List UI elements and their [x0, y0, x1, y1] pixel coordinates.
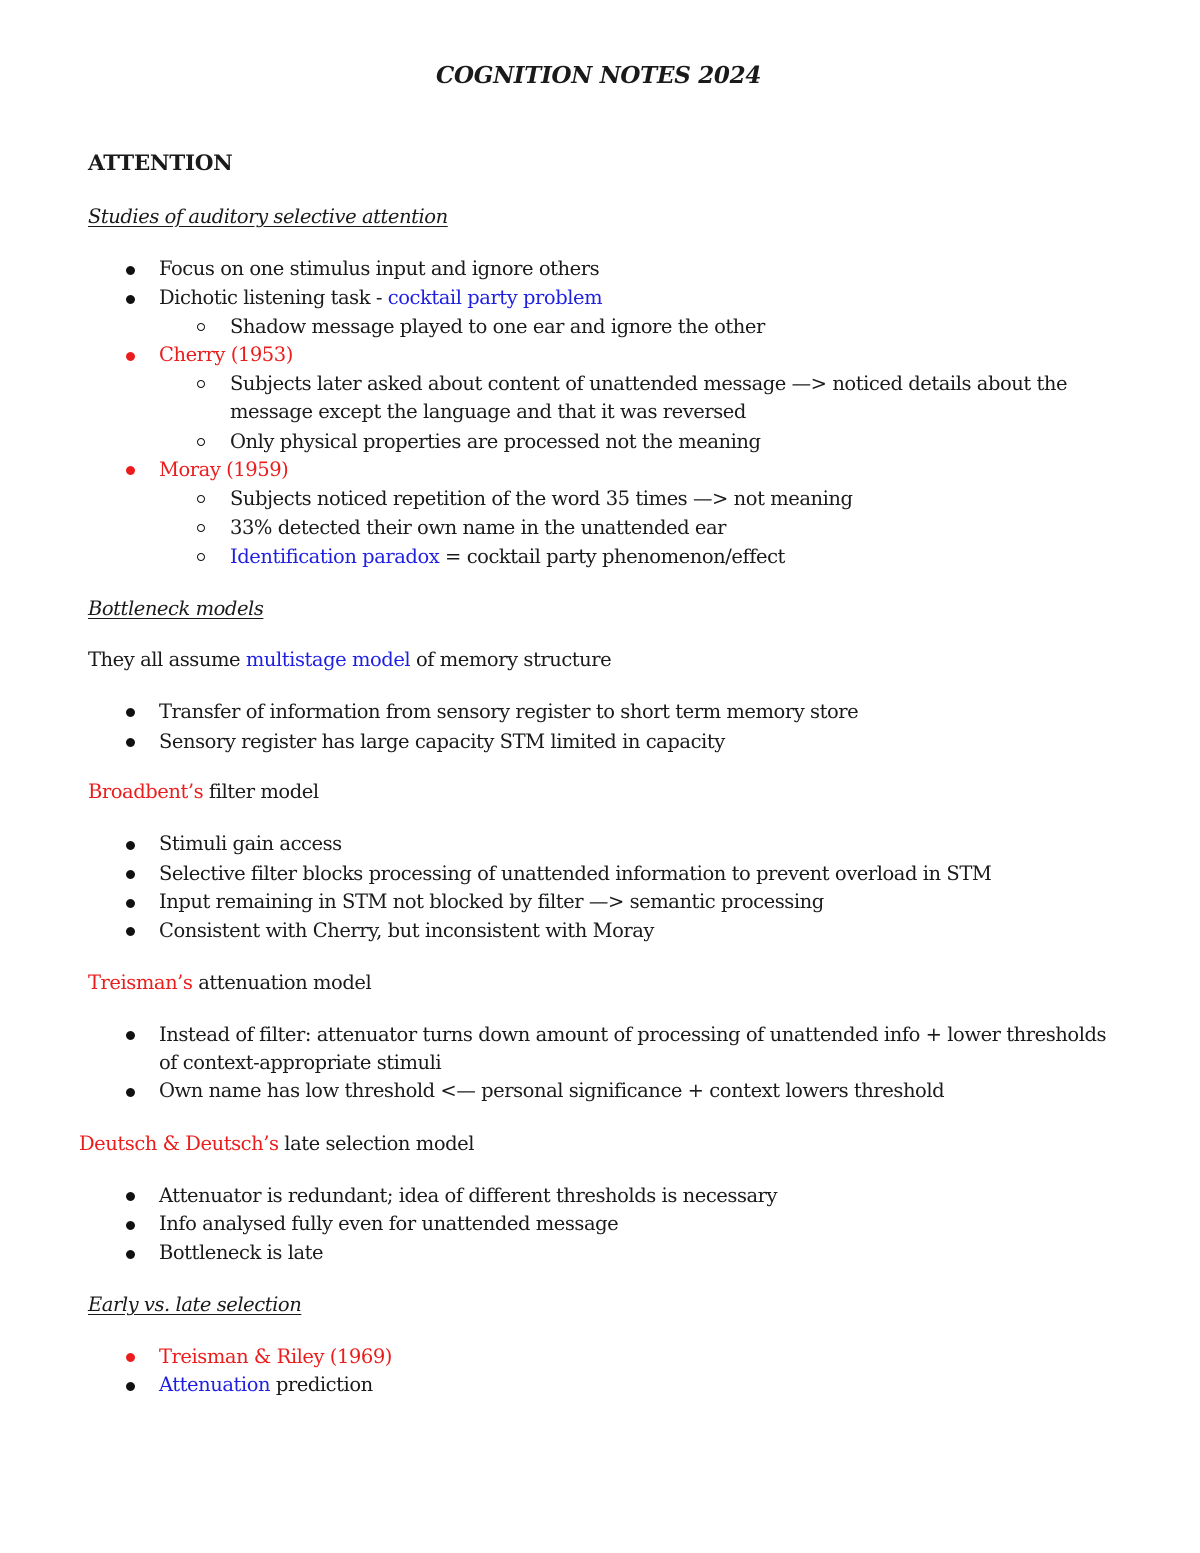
paragraph: They all assume multistage model of memory structure	[88, 648, 612, 671]
subheading-auditory-attention: Studies of auditory selective attention	[88, 205, 448, 228]
bullet-dot	[126, 266, 135, 275]
list-item: Info analysed fully even for unattended message	[159, 1212, 619, 1235]
sub-bullet-circle	[197, 323, 205, 331]
key-term: multistage model	[245, 648, 411, 671]
theorist-name: Deutsch & Deutsch’s	[79, 1132, 279, 1155]
bullet-dot	[126, 1031, 135, 1040]
sub-bullet-circle	[197, 438, 205, 446]
sub-list-item: Only physical properties are processed not the meaning	[230, 430, 761, 453]
list-item: Selective filter blocks processing of unattended information to prevent overload in STM	[159, 862, 992, 885]
model-heading-broadbent: Broadbent’s filter model	[88, 780, 319, 803]
study-reference: Treisman & Riley (1969)	[159, 1345, 392, 1368]
list-item: Attenuator is redundant; idea of different thresholds is necessary	[159, 1184, 778, 1207]
sub-bullet-circle	[197, 495, 205, 503]
bullet-dot	[126, 352, 135, 361]
sub-list-item: Subjects noticed repetition of the word 35 times —> not meaning	[230, 487, 853, 510]
model-heading-treisman: Treisman’s attenuation model	[88, 971, 372, 994]
sub-bullet-circle	[197, 524, 205, 532]
list-item: Transfer of information from sensory register to short term memory store	[159, 700, 859, 723]
list-item: Dichotic listening task - cocktail party problem	[159, 286, 603, 309]
bullet-dot	[126, 1192, 135, 1201]
bullet-dot	[126, 466, 135, 475]
key-term: Identification paradox	[230, 545, 440, 568]
list-item: Own name has low threshold <— personal significance + context lowers threshold	[159, 1079, 945, 1102]
subheading-bottleneck-models: Bottleneck models	[88, 597, 264, 620]
bullet-dot	[126, 1382, 135, 1391]
sub-list-item-continuation: message except the language and that it was reversed	[230, 400, 746, 423]
theorist-name: Treisman’s	[88, 971, 193, 994]
sub-list-item: Identification paradox = cocktail party phenomenon/effect	[230, 545, 785, 568]
list-item: Focus on one stimulus input and ignore others	[159, 257, 600, 280]
sub-bullet-circle	[197, 380, 205, 388]
list-item: Sensory register has large capacity STM limited in capacity	[159, 730, 725, 753]
bullet-dot	[126, 841, 135, 850]
sub-list-item: Subjects later asked about content of unattended message —> noticed details about the	[230, 372, 1068, 395]
list-item: Attenuation prediction	[159, 1373, 373, 1396]
bullet-dot	[126, 1353, 135, 1362]
bullet-dot	[126, 708, 135, 717]
bullet-dot	[126, 1221, 135, 1230]
list-item: Consistent with Cherry, but inconsistent with Moray	[159, 919, 654, 942]
bullet-dot	[126, 295, 135, 304]
subheading-early-vs-late: Early vs. late selection	[88, 1293, 302, 1316]
bullet-dot	[126, 738, 135, 747]
list-item: Stimuli gain access	[159, 832, 342, 855]
key-term: cocktail party problem	[387, 286, 603, 309]
list-item: Input remaining in STM not blocked by filter —> semantic processing	[159, 890, 824, 913]
theorist-name: Broadbent’s	[88, 780, 204, 803]
sub-list-item: 33% detected their own name in the unattended ear	[230, 516, 726, 539]
study-reference: Moray (1959)	[159, 458, 289, 481]
model-heading-deutsch: Deutsch & Deutsch’s late selection model	[79, 1132, 475, 1155]
sub-bullet-circle	[197, 553, 205, 561]
bullet-dot	[126, 1250, 135, 1259]
bullet-dot	[126, 899, 135, 908]
list-item-continuation: of context-appropriate stimuli	[159, 1051, 442, 1074]
list-item: Instead of filter: attenuator turns down amount of processing of unattended info + lower thresholds	[159, 1023, 1107, 1046]
bullet-dot	[126, 927, 135, 936]
sub-list-item: Shadow message played to one ear and ignore the other	[230, 315, 765, 338]
study-reference: Cherry (1953)	[159, 343, 293, 366]
document-title: COGNITION NOTES 2024	[436, 62, 762, 89]
section-heading-attention: ATTENTION	[88, 151, 233, 176]
bullet-dot	[126, 1088, 135, 1097]
bullet-dot	[126, 870, 135, 879]
key-term: Attenuation	[159, 1373, 271, 1396]
list-item: Bottleneck is late	[159, 1241, 324, 1264]
